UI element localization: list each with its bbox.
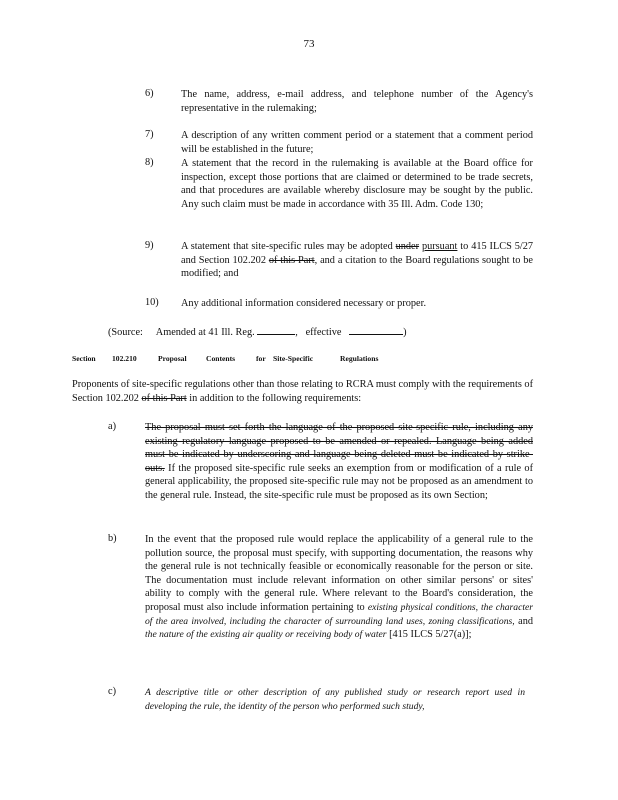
item-text: A descriptive title or other description of any published study or research report used in developing the rule, the identity of the person who performed such study, xyxy=(145,687,525,712)
heading-word: Regulations xyxy=(340,354,379,363)
source-comma: , xyxy=(295,327,298,338)
heading-word: Site-Specific xyxy=(273,354,314,363)
item-text: A description of any written comment period or a statement that a comment period will be established in the future; xyxy=(181,130,533,155)
text-run: If the proposed site-specific rule seeks an exemption from or modification of a rule of general applicability, the proposed site-specific rule may not be proposed as an amendment to the general rule. Instead, the site-specific rule must be proposed as its own Section; xyxy=(145,462,533,501)
item-text xyxy=(181,240,533,281)
heading-word: Contents xyxy=(206,354,236,363)
text-run: A statement that site-specific rules may be adopted xyxy=(181,241,396,252)
blank-line xyxy=(349,325,403,335)
text-run: Proponents of site-specific regulations other than those relating to RCRA must comply with the requirements of Section 102.202 xyxy=(72,379,533,404)
item-text xyxy=(145,421,533,503)
item-text xyxy=(145,533,533,642)
heading-word: for xyxy=(256,354,266,363)
heading-word: Proposal xyxy=(158,354,187,363)
item-text: A statement that the record in the rulemaking is available at the Board office for inspection, except those portions that are claimed or determined to be trade secrets, and that procedures are available whereby disclosure may be sought by the public. Any such claim must be made in accordance with 35 Ill. Adm. Code 130; xyxy=(181,158,533,210)
deleted-text: The proposal must set forth the language of the proposed site-specific rule, including any existing regulatory language proposed to be amended or repealed. Language being added must be indicated by underscoring and language being deleted must be indicated by strike-outs. xyxy=(145,422,533,474)
item-number: 8) xyxy=(145,157,154,168)
text-run: in addition to the following requirements: xyxy=(186,392,362,404)
text-run: and xyxy=(514,615,533,627)
item-number: 9) xyxy=(145,240,154,251)
text-run: [415 ILCS 5/27(a)]; xyxy=(386,629,472,641)
item-text: Any additional information considered necessary or proper. xyxy=(181,298,427,309)
heading-number: 102.210 xyxy=(112,354,137,363)
source-close: ) xyxy=(403,327,407,338)
page-number: 73 xyxy=(303,38,315,50)
text-run: , and a citation to the Board regulations sought to be modified; and xyxy=(181,254,533,280)
item-number: 7) xyxy=(145,129,154,140)
source-amended: Amended at 41 Ill. Reg. xyxy=(155,327,255,338)
item-letter: a) xyxy=(108,421,116,432)
source-prefix: (Source: xyxy=(108,327,143,338)
statutory-italic-text: existing physical conditions, the character of the area involved, including the character of surrounding land uses, zoning classifications, xyxy=(145,601,533,627)
text-run: to 415 ILCS 5/27 and Section 102.202 xyxy=(181,241,534,266)
item-text: The name, address, e-mail address, and telephone number of the Agency's representative in the rulemaking; xyxy=(181,89,533,114)
item-number: 6) xyxy=(145,88,154,99)
deleted-text: under xyxy=(395,241,420,252)
source-note xyxy=(108,325,407,338)
item-number: 10) xyxy=(145,297,159,308)
intro-paragraph xyxy=(72,378,533,405)
item-letter: c) xyxy=(108,686,116,697)
item-letter: b) xyxy=(108,533,117,544)
blank-line xyxy=(257,325,295,335)
statutory-italic-text: the nature of the existing air quality or receiving body of water xyxy=(145,629,387,641)
inserted-text: pursuant xyxy=(421,241,458,252)
heading-word: Section xyxy=(72,354,96,363)
deleted-text: of this Part xyxy=(141,392,187,404)
source-effective: effective xyxy=(305,327,342,338)
text-run: In the event that the proposed rule would replace the applicability of a general rule to the pollution source, the proposal must specify, with supporting documentation, the reasons why the general rule is not technically feasible or economically reasonable for the person or site. The documentation must include relevant information on other similar persons' or sites' ability to comply with the general rule. Where relevant to the Board's consideration, the proposal must also include information pertaining to xyxy=(145,534,533,613)
deleted-text: of this Part xyxy=(268,254,315,266)
